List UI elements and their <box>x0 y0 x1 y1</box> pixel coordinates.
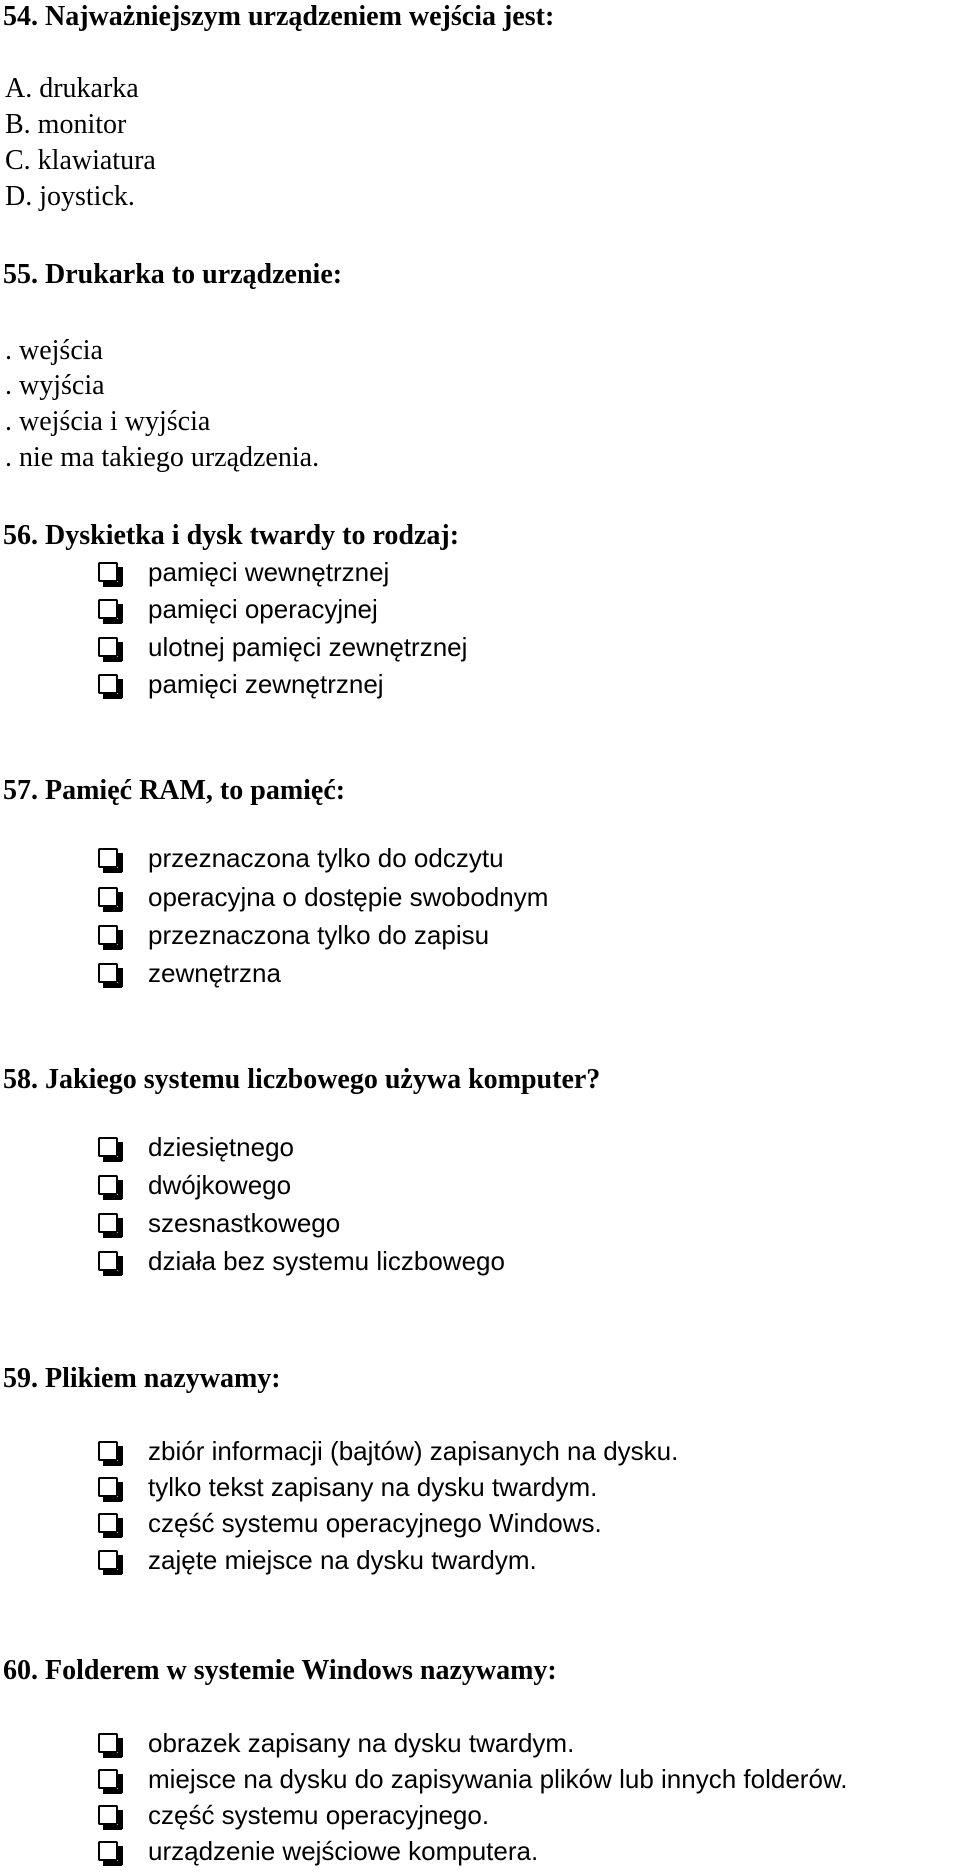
option-label: ulotnej pamięci zewnętrznej <box>148 632 468 662</box>
question-60-option-4[interactable] <box>98 1834 538 1868</box>
option-label: część systemu operacyjnego Windows. <box>148 1508 602 1538</box>
question-60-option-2[interactable] <box>98 1762 847 1796</box>
question-59-option-2[interactable] <box>98 1470 597 1504</box>
checkbox-icon[interactable] <box>98 1513 118 1533</box>
option-label: urządzenie wejściowe komputera. <box>148 1836 539 1866</box>
question-57-option-3[interactable] <box>98 918 489 952</box>
question-55-option-4: . nie ma takiego urządzenia. <box>5 442 320 473</box>
option-label: pamięci wewnętrznej <box>148 557 390 587</box>
checkbox-icon[interactable] <box>98 1441 118 1461</box>
question-57-title: 57. Pamięć RAM, to pamięć: <box>3 775 346 806</box>
question-60-option-3[interactable] <box>98 1798 489 1832</box>
question-56-title: 56. Dyskietka i dysk twardy to rodzaj: <box>3 520 460 551</box>
option-label: tylko tekst zapisany na dysku twardym. <box>148 1472 598 1502</box>
question-58-option-4[interactable] <box>98 1244 505 1278</box>
question-58-option-3[interactable] <box>98 1206 340 1240</box>
question-55-option-3: . wejścia i wyjścia <box>5 406 211 437</box>
question-59-option-1[interactable] <box>98 1434 678 1468</box>
option-label: dwójkowego <box>148 1170 292 1200</box>
checkbox-icon[interactable] <box>98 637 118 657</box>
option-label: dziesiętnego <box>148 1132 294 1162</box>
question-58-title: 58. Jakiego systemu liczbowego używa komputer? <box>3 1064 601 1095</box>
checkbox-icon[interactable] <box>98 963 118 983</box>
checkbox-icon[interactable] <box>98 1175 118 1195</box>
question-54-option-b: B. monitor <box>5 109 127 140</box>
question-54-option-a: A. drukarka <box>5 73 139 104</box>
checkbox-icon[interactable] <box>98 1213 118 1233</box>
question-60-option-1[interactable] <box>98 1726 574 1760</box>
option-label: przeznaczona tylko do zapisu <box>148 920 490 950</box>
question-54-option-c: C. klawiatura <box>5 145 156 176</box>
question-54-title: 54. Najważniejszym urządzeniem wejścia jest: <box>3 1 555 32</box>
checkbox-icon[interactable] <box>98 1733 118 1753</box>
question-55-title: 55. Drukarka to urządzenie: <box>3 259 343 290</box>
option-label: pamięci zewnętrznej <box>148 669 384 699</box>
option-label: zajęte miejsce na dysku twardym. <box>148 1545 537 1575</box>
option-label: zewnętrzna <box>148 958 281 988</box>
checkbox-icon[interactable] <box>98 1137 118 1157</box>
checkbox-icon[interactable] <box>98 1769 118 1789</box>
checkbox-icon[interactable] <box>98 674 118 694</box>
question-56-option-2[interactable] <box>98 592 378 626</box>
question-60-title: 60. Folderem w systemie Windows nazywamy: <box>3 1655 557 1686</box>
question-57-option-1[interactable] <box>98 841 504 875</box>
option-label: operacyjna o dostępie swobodnym <box>148 882 549 912</box>
option-label: zbiór informacji (bajtów) zapisanych na dysku. <box>148 1436 679 1466</box>
checkbox-icon[interactable] <box>98 925 118 945</box>
question-57-option-4[interactable] <box>98 956 281 990</box>
option-label: działa bez systemu liczbowego <box>148 1246 505 1276</box>
question-56-option-1[interactable] <box>98 555 389 589</box>
question-59-option-4[interactable] <box>98 1543 537 1577</box>
option-label: miejsce na dysku do zapisywania plików lub innych folderów. <box>148 1764 848 1794</box>
question-56-option-3[interactable] <box>98 630 467 664</box>
checkbox-icon[interactable] <box>98 848 118 868</box>
question-59-option-3[interactable] <box>98 1506 602 1540</box>
question-58-option-1[interactable] <box>98 1130 294 1164</box>
option-label: przeznaczona tylko do odczytu <box>148 843 504 873</box>
question-58-option-2[interactable] <box>98 1168 291 1202</box>
checkbox-icon[interactable] <box>98 1477 118 1497</box>
question-55-option-1: . wejścia <box>5 335 103 366</box>
question-54-option-d: D. joystick. <box>5 181 135 212</box>
question-59-title: 59. Plikiem nazywamy: <box>3 1363 281 1394</box>
option-label: szesnastkowego <box>148 1208 341 1238</box>
checkbox-icon[interactable] <box>98 1841 118 1861</box>
option-label: pamięci operacyjnej <box>148 594 378 624</box>
checkbox-icon[interactable] <box>98 1251 118 1271</box>
checkbox-icon[interactable] <box>98 887 118 907</box>
option-label: obrazek zapisany na dysku twardym. <box>148 1728 575 1758</box>
checkbox-icon[interactable] <box>98 1550 118 1570</box>
question-55-option-2: . wyjścia <box>5 370 105 401</box>
question-57-option-2[interactable] <box>98 880 548 914</box>
checkbox-icon[interactable] <box>98 599 118 619</box>
option-label: część systemu operacyjnego. <box>148 1800 490 1830</box>
checkbox-icon[interactable] <box>98 562 118 582</box>
checkbox-icon[interactable] <box>98 1805 118 1825</box>
question-56-option-4[interactable] <box>98 667 384 701</box>
